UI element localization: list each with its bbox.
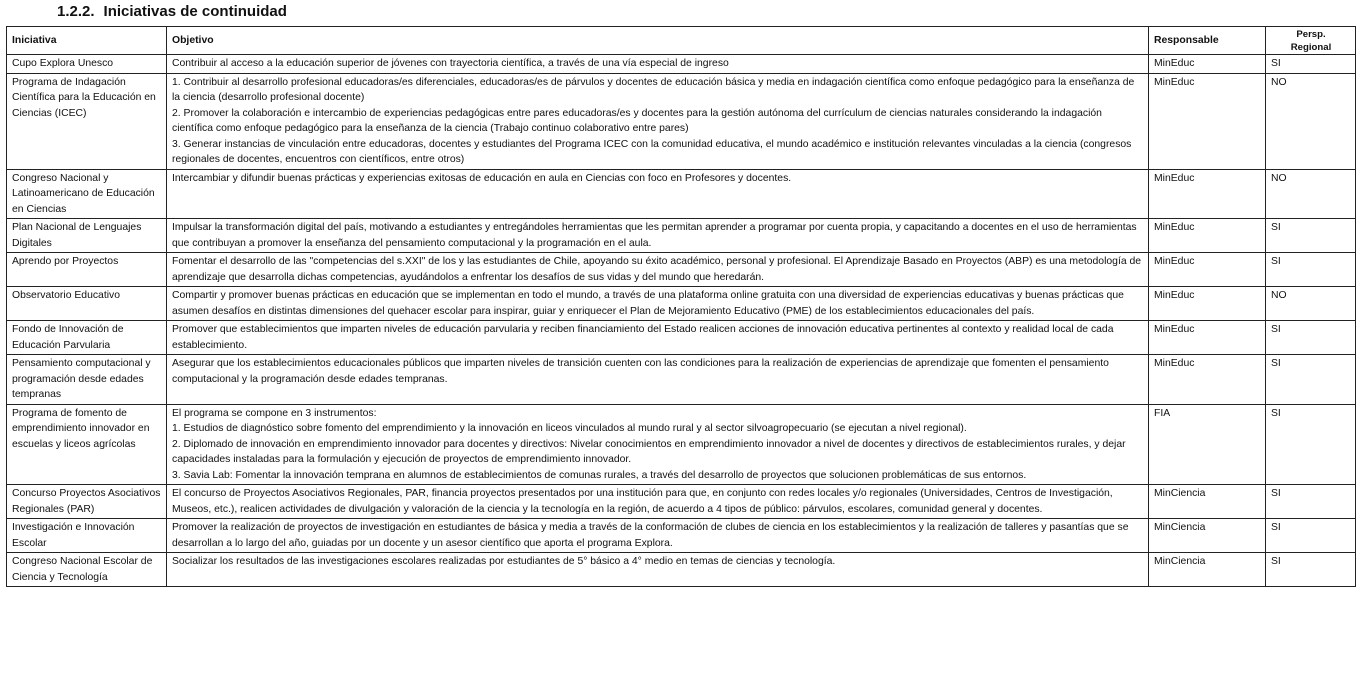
cell-iniciativa: Programa de fomento de emprendimiento innovador en escuelas y liceos agrícolas: [7, 404, 167, 485]
cell-iniciativa: Programa de Indagación Científica para la Educación en Ciencias (ICEC): [7, 73, 167, 169]
cell-persp-regional: SI: [1266, 404, 1356, 485]
cell-iniciativa: Aprendo por Proyectos: [7, 253, 167, 287]
cell-iniciativa: Investigación e Innovación Escolar: [7, 519, 167, 553]
objetivo-paragraph: 1. Estudios de diagnóstico sobre fomento del emprendimiento y la innovación en liceos vinculados al mundo rural y al sector silvoagropecuario (se ejecutan a nivel regional).: [172, 423, 967, 434]
objetivo-paragraph: Compartir y promover buenas prácticas en educación que se implementan en todo el mundo, a través de una plataforma online gratuita con una diversidad de experiencias educativas y buenas prácticas que asumen desafíos en distintas dimensiones del quehacer escolar para inspirar, guiar y enriquecer el Plan de Mejoramiento Educativo (PME) de los establecimientos educacionales del país.: [172, 290, 1127, 317]
cell-objetivo: [167, 253, 1149, 287]
cell-persp-regional: SI: [1266, 553, 1356, 587]
header-persp-regional: [1266, 27, 1356, 55]
cell-responsable: MinEduc: [1149, 219, 1266, 253]
header-iniciativa: Iniciativa: [7, 27, 167, 55]
cell-objetivo: [167, 55, 1149, 74]
cell-responsable: MinEduc: [1149, 253, 1266, 287]
objetivo-paragraph: 2. Promover la colaboración e intercambio de experiencias pedagógicas entre pares educadoras/es y docentes para la gestión autónoma del currículum de ciencias naturales considerando la indagación científica como enfoque pedagógico para la enseñanza de la ciencia (Trabajo continuo colaborativo entre pares): [172, 107, 1105, 134]
cell-iniciativa: Fondo de Innovación de Educación Parvularia: [7, 321, 167, 355]
table-row: [7, 519, 1356, 553]
header-responsable: Responsable: [1149, 27, 1266, 55]
table-header-row: [7, 27, 1356, 55]
objetivo-paragraph: Promover la realización de proyectos de investigación en estudiantes de básica y media a través de la conformación de clubes de ciencia en los establecimientos y la realización de talleres y pasantías que se desarrollan a lo largo del año, guiadas por un docente y un asesor científico que aporta el programa Explora.: [172, 522, 1132, 549]
cell-persp-regional: SI: [1266, 55, 1356, 74]
objetivo-paragraph: Asegurar que los establecimientos educacionales públicos que imparten niveles de transición cuenten con las condiciones para la realización de experiencias de aprendizaje que fomenten el pensamiento computacional y la programación desde edades tempranas.: [172, 358, 1112, 385]
cell-objetivo: [167, 355, 1149, 405]
header-persp-line1: Persp.: [1296, 28, 1326, 40]
table-row: [7, 287, 1356, 321]
cell-objetivo: [167, 404, 1149, 485]
table-row: [7, 253, 1356, 287]
cell-persp-regional: SI: [1266, 219, 1356, 253]
cell-persp-regional: NO: [1266, 169, 1356, 219]
cell-objetivo: [167, 73, 1149, 169]
cell-iniciativa: Cupo Explora Unesco: [7, 55, 167, 74]
section-title: Iniciativas de continuidad: [103, 3, 287, 20]
section-heading: [57, 3, 287, 20]
section-number: 1.2.2.: [57, 3, 95, 20]
objetivo-paragraph: El programa se compone en 3 instrumentos:: [172, 407, 377, 419]
cell-responsable: MinEduc: [1149, 55, 1266, 74]
cell-responsable: MinEduc: [1149, 73, 1266, 169]
objetivo-paragraph: 2. Diplomado de innovación en emprendimiento innovador para docentes y directivos: Nivelar conocimientos en emprendimiento innovador a nivel de docentes y directivos de establecimientos rurales, y dejar capacidades instaladas para la formulación y ejecución de proyectos de emprendimiento innovador.: [172, 438, 1129, 465]
table-row: [7, 404, 1356, 485]
objetivo-paragraph: Impulsar la transformación digital del país, motivando a estudiantes y entregándoles herramientas que les permitan aprender a programar por cuenta propia, y capacitando a docentes en el uso de herramientas que contribuyan a promover la enseñanza del pensamiento computacional y la programación en el aula.: [172, 222, 1140, 249]
cell-iniciativa: Congreso Nacional y Latinoamericano de Educación en Ciencias: [7, 169, 167, 219]
table-row: [7, 485, 1356, 519]
table-body: [7, 55, 1356, 587]
table-row: [7, 553, 1356, 587]
cell-objetivo: [167, 321, 1149, 355]
cell-persp-regional: SI: [1266, 355, 1356, 405]
cell-responsable: MinCiencia: [1149, 553, 1266, 587]
objetivo-paragraph: 3. Savia Lab: Fomentar la innovación temprana en alumnos de establecimientos de comunas rurales, a través del desarrollo de proyectos que solucionen problemáticas de sus entornos.: [172, 469, 1027, 481]
objetivo-paragraph: 1. Contribuir al desarrollo profesional educadoras/es diferenciales, educadoras/es de párvulos y docentes de educación básica y media en indagación científica como enfoque pedagógico para la enseñanza de la ciencia (desarrollo profesional docente): [172, 76, 1138, 103]
table-row: [7, 321, 1356, 355]
objetivo-paragraph: Fomentar el desarrollo de las "competencias del s.XXI" de los y las estudiantes de Chile, apoyando su éxito académico, personal y profesional. El Aprendizaje Basado en Proyectos (ABP) es una metodología de aprendizaje que desarrolla dichas competencias, ayudándolos a enfrentar los desafíos de sus vidas y del mundo que heredarán.: [172, 256, 1144, 283]
header-objetivo: Objetivo: [167, 27, 1149, 55]
cell-objetivo: [167, 219, 1149, 253]
objetivo-paragraph: Contribuir al acceso a la educación superior de jóvenes con trayectoria científica, a través de una vía especial de ingreso: [172, 58, 729, 69]
cell-objetivo: [167, 519, 1149, 553]
table-row: [7, 55, 1356, 74]
table-row: [7, 73, 1356, 169]
cell-objetivo: [167, 485, 1149, 519]
header-persp-line2: Regional: [1290, 41, 1332, 53]
table-row: [7, 169, 1356, 219]
cell-objetivo: [167, 553, 1149, 587]
cell-persp-regional: NO: [1266, 73, 1356, 169]
cell-responsable: MinEduc: [1149, 355, 1266, 405]
cell-persp-regional: SI: [1266, 253, 1356, 287]
cell-responsable: MinEduc: [1149, 169, 1266, 219]
cell-responsable: MinCiencia: [1149, 485, 1266, 519]
cell-responsable: MinEduc: [1149, 287, 1266, 321]
table-row: [7, 219, 1356, 253]
cell-responsable: FIA: [1149, 404, 1266, 485]
objetivo-paragraph: 3. Generar instancias de vinculación entre educadoras, docentes y estudiantes del Programa ICEC con la comunidad educativa, el mundo académico e institución relevantes vinculadas a la ciencia (congresos regionales de docentes, encuentros con científicos, entre otros): [172, 138, 1135, 165]
objetivo-paragraph: El concurso de Proyectos Asociativos Regionales, PAR, financia proyectos presentados por una institución para que, en conjunto con redes locales y/o regionales (Universidades, Centros de Investigación, Museos, etc.), realicen actividades de divulgación y valoración de la ciencia y la tecnología en la región, de acuerdo a 4 tipos de público: párvulos, escolares, comunidad general y docentes.: [172, 488, 1116, 515]
cell-iniciativa: Concurso Proyectos Asociativos Regionales (PAR): [7, 485, 167, 519]
cell-iniciativa: Observatorio Educativo: [7, 287, 167, 321]
objetivo-paragraph: Promover que establecimientos que imparten niveles de educación parvularia y reciben financiamiento del Estado realicen acciones de innovación educativa pertinentes al contexto y realidad local de cada establecimiento.: [172, 324, 1117, 351]
cell-persp-regional: SI: [1266, 519, 1356, 553]
initiatives-table: [6, 26, 1356, 587]
objetivo-paragraph: Intercambiar y difundir buenas prácticas y experiencias exitosas de educación en aula en Ciencias con foco en Profesores y docentes.: [172, 172, 792, 184]
cell-responsable: MinEduc: [1149, 321, 1266, 355]
cell-persp-regional: SI: [1266, 321, 1356, 355]
objetivo-paragraph: Socializar los resultados de las investigaciones escolares realizadas por estudiantes de 5° básico a 4° medio en temas de ciencias y tecnología.: [172, 556, 836, 567]
cell-persp-regional: SI: [1266, 485, 1356, 519]
cell-iniciativa: Plan Nacional de Lenguajes Digitales: [7, 219, 167, 253]
cell-persp-regional: NO: [1266, 287, 1356, 321]
cell-iniciativa: Pensamiento computacional y programación desde edades tempranas: [7, 355, 167, 405]
cell-iniciativa: Congreso Nacional Escolar de Ciencia y Tecnología: [7, 553, 167, 587]
cell-objetivo: [167, 169, 1149, 219]
cell-objetivo: [167, 287, 1149, 321]
table-row: [7, 355, 1356, 405]
cell-responsable: MinCiencia: [1149, 519, 1266, 553]
